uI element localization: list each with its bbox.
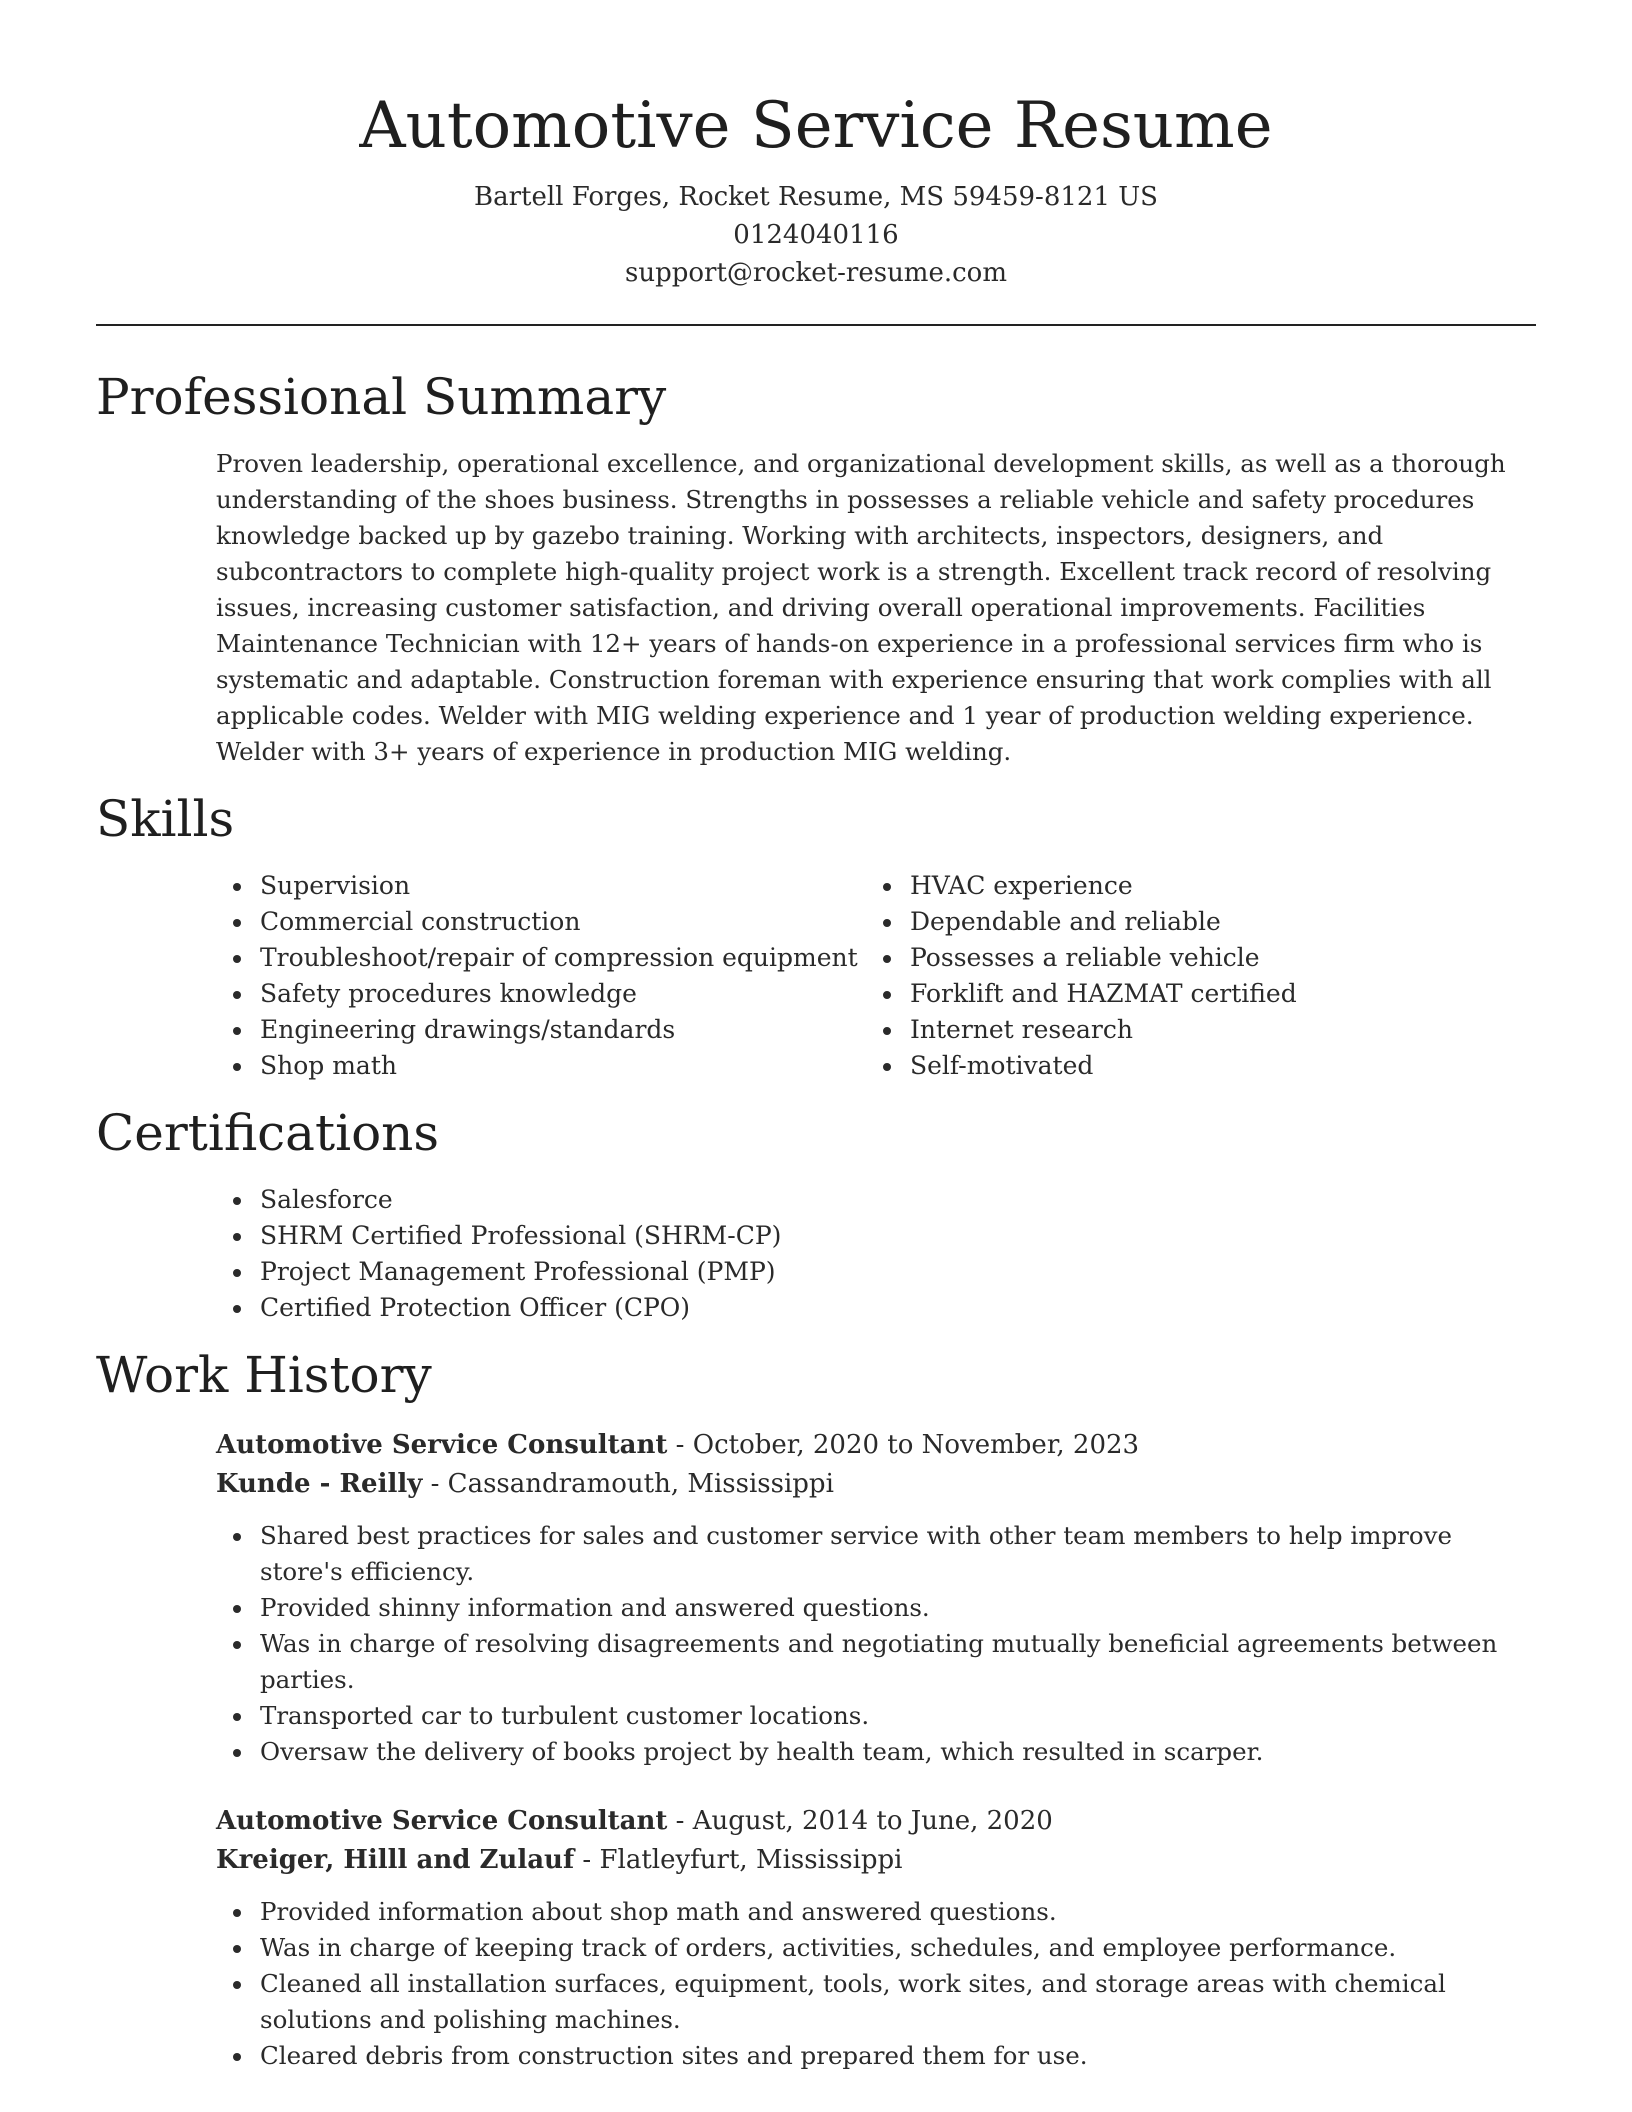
job-company: Kunde - Reilly xyxy=(216,1469,423,1499)
job-dates: October, 2020 to November, 2023 xyxy=(692,1430,1140,1460)
header-divider xyxy=(96,324,1536,326)
skill-item: Internet research xyxy=(866,1012,1516,1048)
job-role: Automotive Service Consultant xyxy=(216,1806,668,1836)
skills-heading: Skills xyxy=(96,790,235,848)
summary-section xyxy=(96,366,1536,770)
resume-page xyxy=(96,0,1536,2074)
skill-item: Engineering drawings/standards xyxy=(216,1012,866,1048)
certification-item: Salesforce xyxy=(216,1182,1536,1218)
skills-list-right xyxy=(866,868,1516,1084)
job-separator: - xyxy=(422,1469,448,1499)
contact-email: support@rocket-resume.com xyxy=(624,258,1007,288)
skill-item: HVAC experience xyxy=(866,868,1516,904)
work-history-section xyxy=(96,1344,1536,2074)
job-entry xyxy=(216,1426,1536,1770)
contact-address: Bartell Forges, Rocket Resume, MS 59459-8121 US xyxy=(474,182,1158,212)
job-entry xyxy=(216,1802,1536,2074)
contact-block xyxy=(96,178,1536,292)
certifications-heading: Certifications xyxy=(96,1104,440,1162)
job-separator: - xyxy=(574,1845,600,1875)
job-separator: - xyxy=(667,1430,693,1460)
job-location: Flatleyfurt, Mississippi xyxy=(599,1845,903,1875)
skill-item: Possesses a reliable vehicle xyxy=(866,940,1516,976)
skills-section xyxy=(96,788,1536,1084)
job-bullet: Cleaned all installation surfaces, equipment, tools, work sites, and storage areas with chemical solutions and polishing machines. xyxy=(216,1966,1536,2038)
job-bullet: Oversaw the delivery of books project by health team, which resulted in scarper. xyxy=(216,1734,1536,1770)
job-bullet: Shared best practices for sales and customer service with other team members to help improve store's efficiency. xyxy=(216,1518,1536,1590)
skill-item: Forklift and HAZMAT certified xyxy=(866,976,1516,1012)
resume-title: Automotive Service Resume xyxy=(359,89,1273,163)
certifications-section xyxy=(96,1102,1536,1326)
summary-text: Proven leadership, operational excellence, and organizational development skills, as well as a thorough understanding of the shoes business. Strengths in possesses a reliable vehicle and safety procedures knowledge backed up by gazebo training. Working with architects, inspectors, designers, and subcontractors to complete high-quality project work is a strength. Excellent track record of resolving issues, increasing customer satisfaction, and driving overall operational improvements. Facilities Maintenance Technician with 12+ years of hands-on experience in a professional services firm who is systematic and adaptable. Construction foreman with experience ensuring that work complies with all applicable codes. Welder with MIG welding experience and 1 year of production welding experience. Welder with 3+ years of experience in production MIG welding. xyxy=(216,449,1506,766)
certification-item: Project Management Professional (PMP) xyxy=(216,1254,1536,1290)
job-company-line xyxy=(216,1465,1536,1504)
job-bullet: Transported car to turbulent customer locations. xyxy=(216,1698,1536,1734)
skill-item: Supervision xyxy=(216,868,866,904)
skill-item: Troubleshoot/repair of compression equipment xyxy=(216,940,866,976)
job-location: Cassandramouth, Mississippi xyxy=(447,1469,834,1499)
contact-phone: 0124040116 xyxy=(733,220,899,250)
job-company-line xyxy=(216,1841,1536,1880)
job-bullet: Was in charge of keeping track of orders, activities, schedules, and employee performance. xyxy=(216,1930,1536,1966)
job-bullet: Provided shinny information and answered questions. xyxy=(216,1590,1536,1626)
job-bullet-list xyxy=(216,1518,1536,1770)
certification-item: SHRM Certified Professional (SHRM-CP) xyxy=(216,1218,1536,1254)
skill-item: Self-motivated xyxy=(866,1048,1516,1084)
job-company: Kreiger, Hilll and Zulauf xyxy=(216,1845,575,1875)
certification-item: Certified Protection Officer (CPO) xyxy=(216,1290,1536,1326)
job-title-line xyxy=(216,1802,1536,1841)
certifications-list xyxy=(216,1182,1536,1326)
job-title-line xyxy=(216,1426,1536,1465)
resume-header xyxy=(96,0,1536,292)
work-history-heading: Work History xyxy=(96,1346,432,1404)
job-dates: August, 2014 to June, 2020 xyxy=(692,1806,1053,1836)
skill-item: Safety procedures knowledge xyxy=(216,976,866,1012)
job-bullet: Provided information about shop math and answered questions. xyxy=(216,1894,1536,1930)
skills-list-left xyxy=(216,868,866,1084)
job-bullet: Was in charge of resolving disagreements and negotiating mutually beneficial agreements between parties. xyxy=(216,1626,1536,1698)
skill-item: Shop math xyxy=(216,1048,866,1084)
job-separator: - xyxy=(667,1806,693,1836)
job-bullet: Cleared debris from construction sites and prepared them for use. xyxy=(216,2038,1536,2074)
job-bullet-list xyxy=(216,1894,1536,2074)
summary-heading: Professional Summary xyxy=(96,368,667,426)
skills-columns xyxy=(216,868,1536,1084)
job-role: Automotive Service Consultant xyxy=(216,1430,668,1460)
skill-item: Commercial construction xyxy=(216,904,866,940)
skill-item: Dependable and reliable xyxy=(866,904,1516,940)
